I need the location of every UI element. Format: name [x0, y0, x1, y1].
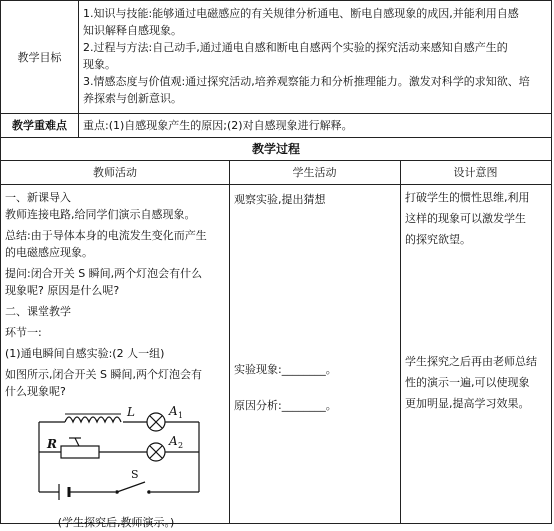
- objective-line: 养探索与创新意识。: [83, 92, 182, 105]
- process-header-row: [1, 161, 551, 185]
- lamp-a1-sub: 1: [178, 411, 184, 420]
- teacher-line: 二、课堂教学: [5, 305, 71, 318]
- header-student-cell: [229, 161, 400, 184]
- objectives-label-cell: [1, 1, 78, 113]
- keypoints-row: [1, 114, 551, 138]
- objective-line: 知识解释自感现象。: [83, 24, 182, 37]
- circuit-diagram: [19, 402, 219, 510]
- intent-line: 学生探究之后再由老师总结: [405, 355, 537, 368]
- objective-line: 2.过程与方法:自己动手,通过通电自感和断电自感两个实验的探究活动来感知自感产生的: [83, 41, 508, 54]
- student-observe: 观察实验,提出猜想: [234, 193, 326, 206]
- teacher-line: 环节一:: [5, 326, 42, 339]
- inductor-coil: [65, 417, 121, 422]
- objective-line: 现象。: [83, 58, 116, 71]
- objective-line: 3.情感态度与价值观:通过探究活动,培养观察能力和分析推理能力。激发对科学的求知欲、培: [83, 75, 530, 88]
- keypoints-text: 重点:(1)自感现象产生的原因;(2)对自感现象进行解释。: [83, 119, 353, 132]
- intent-line: 性的演示一遍,可以使现象: [405, 376, 530, 389]
- teacher-footer: (学生探究后,教师演示。): [57, 516, 175, 529]
- intent-line: 的探究欲望。: [405, 233, 471, 246]
- intent-line: 打破学生的惯性思维,利用: [405, 191, 530, 204]
- keypoints-label: 教学重难点: [12, 119, 67, 132]
- objective-line: 1.知识与技能:能够通过电磁感应的有关规律分析通电、断电自感现象的成因,并能利用自感: [83, 7, 519, 20]
- header-teacher: 教师活动: [93, 166, 137, 179]
- keypoints-label-cell: [1, 114, 78, 137]
- teacher-line: 提问:闭合开关 S 瞬间,两个灯泡会有什么: [5, 267, 203, 280]
- teacher-line: 教师连接电路,给同学们演示自感现象。: [5, 208, 196, 221]
- lamp-a2-sub: 2: [178, 441, 184, 450]
- intent-cell: [405, 185, 549, 523]
- switch-label: S: [131, 468, 139, 481]
- teacher-line: 什么现象呢?: [5, 385, 66, 398]
- process-title-row: [1, 138, 551, 161]
- student-cause: 原因分析:________。: [234, 399, 337, 412]
- inductor-label: L: [127, 405, 135, 419]
- teacher-line: 的电磁感应现象。: [5, 246, 93, 259]
- teacher-line: 总结:由于导体本身的电流发生变化而产生: [5, 229, 207, 242]
- header-student: 学生活动: [292, 166, 337, 179]
- header-intent: 设计意图: [453, 166, 498, 179]
- keypoints-content: [83, 114, 547, 137]
- teacher-line: 一、新课导入: [5, 191, 71, 204]
- intent-line: 更加明显,提高学习效果。: [405, 397, 530, 410]
- student-activity-cell: [234, 185, 398, 523]
- process-body-row: [1, 185, 551, 529]
- header-teacher-cell: [1, 161, 229, 184]
- battery-icon: [59, 484, 69, 500]
- rheostat: [61, 446, 99, 458]
- teacher-line: 现象呢? 原因是什么呢?: [5, 284, 120, 297]
- lamp-a1-label: A: [169, 404, 178, 418]
- objectives-content: [83, 1, 547, 113]
- switch-icon: [115, 482, 151, 494]
- process-title-cell: [1, 138, 551, 160]
- teacher-line: (1)通电瞬间自感实验:(2 人一组): [5, 347, 165, 360]
- intent-line: 这样的现象可以激发学生: [405, 212, 526, 225]
- lamp-a2-icon: [147, 443, 165, 461]
- resistor-label: R: [47, 437, 57, 451]
- student-phenomenon: 实验现象:________。: [234, 363, 337, 376]
- lamp-a2-label: A: [169, 434, 178, 448]
- objectives-row: [1, 1, 551, 114]
- teacher-activity-cell: [5, 185, 227, 529]
- lamp-a1-icon: [147, 413, 165, 431]
- process-title: 教学过程: [251, 141, 300, 156]
- header-intent-cell: [400, 161, 551, 184]
- objectives-label: 教学目标: [17, 50, 62, 64]
- teacher-line: 如图所示,闭合开关 S 瞬间,两个灯泡会有: [5, 368, 202, 381]
